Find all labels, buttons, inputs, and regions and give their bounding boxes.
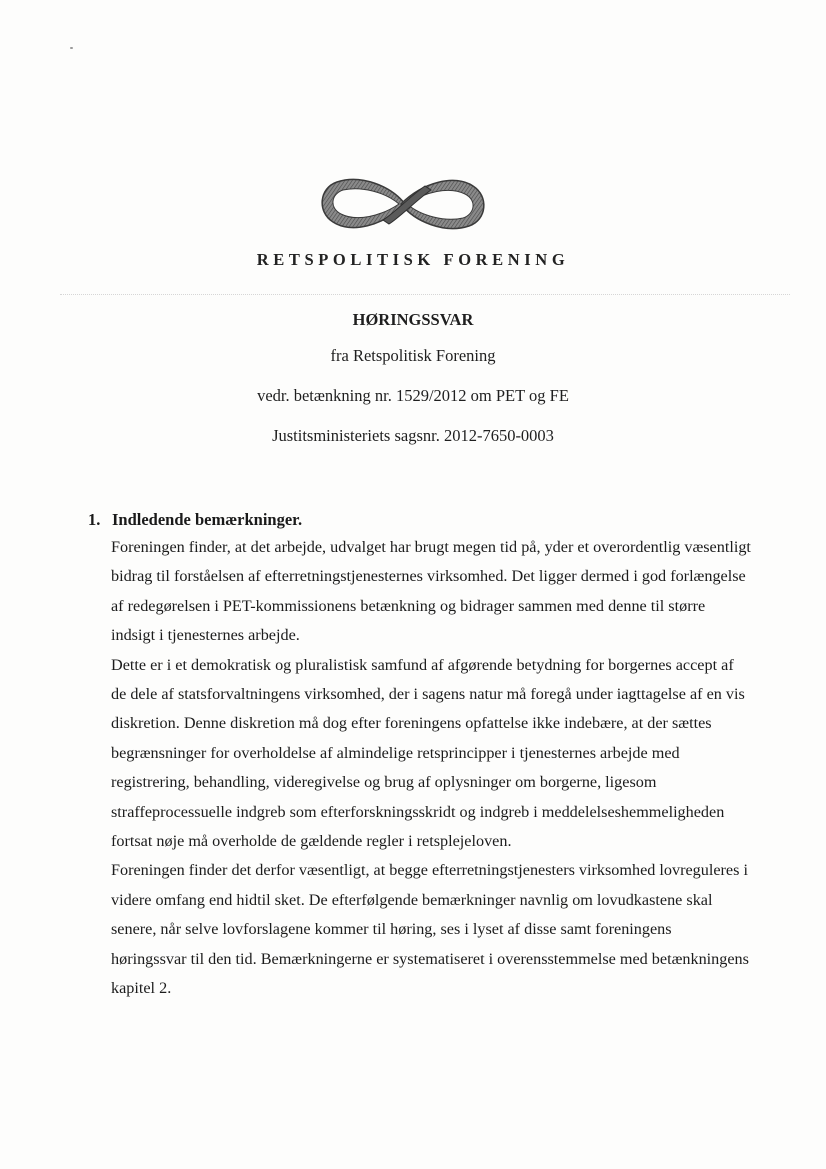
section-heading-text: Indledende bemærkninger.: [112, 510, 303, 529]
document-title: HØRINGSSVAR: [352, 310, 474, 329]
header-divider: [60, 294, 790, 295]
infinity-ribbon-logo-icon: [313, 168, 493, 240]
section-number: 1.: [88, 510, 101, 529]
case-number-line: Justitsministeriets sagsnr. 2012-7650-0003: [272, 426, 554, 445]
section-heading: [88, 510, 302, 530]
scan-speck: [70, 47, 73, 49]
organization-name: RETSPOLITISK FORENING: [256, 250, 570, 269]
from-line: fra Retspolitisk Forening: [330, 346, 496, 365]
regarding-line: vedr. betænkning nr. 1529/2012 om PET og FE: [257, 386, 569, 405]
body-paragraph: Dette er i et demokratisk og pluralistisk samfund af afgørende betydning for borgernes accept af de dele af statsforvaltningens virksomhed, der i sagens natur må foregå under iagttagelse af en vis diskretion. Denne diskretion må dog efter foreningens opfattelse ikke indebære, at der sættes begrænsninger for overholdelse af almindelige retsprincipper i tjenesternes arbejde med registrering, behandling, videregivelse og brug af oplysninger om borgerne, ligesom straffeprocessuelle indgreb som efterforskningsskridt og indgreb i meddelelseshemmeligheden fortsat nøje må overholde de gældende regler i retsplejeloven.: [111, 655, 745, 851]
section-body: [111, 533, 751, 1004]
body-paragraph: Foreningen finder det derfor væsentligt, at begge efterretningstjenesters virksomhed lovreguleres i videre omfang end hidtil sket. De efterfølgende bemærkninger navnlig om lovudkastene skal senere, når selve lovforslagene kommer til høring, ses i lyset af disse samt foreningens høringssvar til den tid. Bemærkningerne er systematiseret i overensstemmelse med betænkningens kapitel 2.: [111, 861, 749, 998]
body-paragraph: Foreningen finder, at det arbejde, udvalget har brugt megen tid på, yder et overordentlig væsentligt bidrag til forståelsen af efterretningstjenesternes virksomhed. Det ligger dermed i god forlængelse af redegørelsen i PET-kommissionens betænkning og bidrager sammen med denne til større indsigt i tjenesternes arbejde.: [111, 538, 751, 645]
